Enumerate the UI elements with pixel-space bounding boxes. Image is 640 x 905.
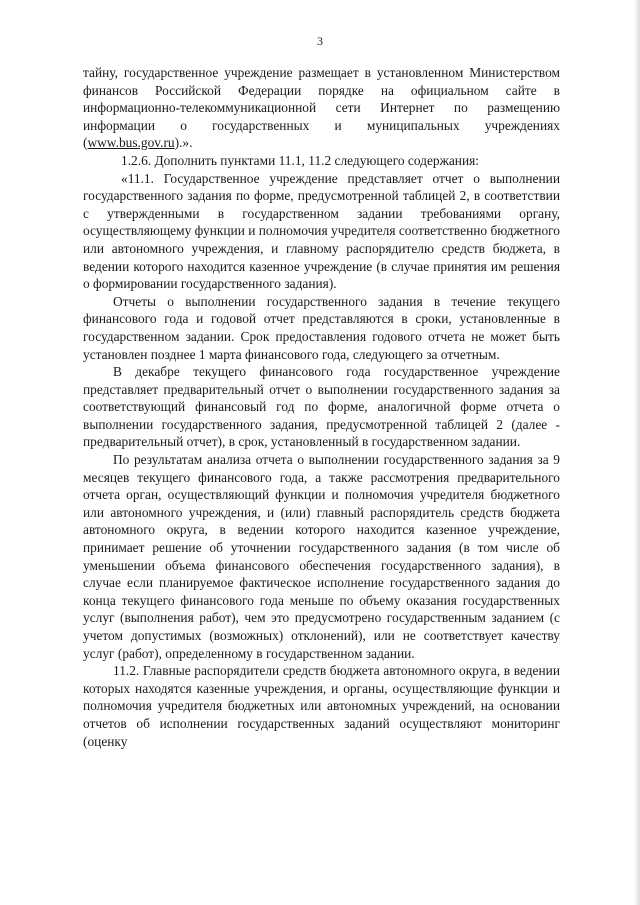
paragraph-amendment-intro: 1.2.6. Дополнить пунктами 11.1, 11.2 следующего содержания:: [121, 152, 480, 168]
paragraph-reporting-deadlines: Отчеты о выполнении государственного задания в течение текущего финансового года и годовой отчет представляются в сроки, установленные в государственном задании. Срок предоставления годового отчета не может быть установлен позднее 1 марта финансового года, следующего за отчетным.: [83, 293, 560, 362]
paragraph-continuation: [83, 64, 560, 152]
document-body: [83, 64, 560, 750]
paragraph-analysis-results: По результатам анализа отчета о выполнении государственного задания за 9 месяцев текущего финансового года, а также рассмотрения предварительного отчета орган, осуществляющий функции и полномочия учредителя бюджетного или автономного учреждения, и (или) главный распорядитель средств бюджета автономного округа, в ведении которого находится казенное учреждение, принимает решение об уточнении государственного задания (в том числе об уменьшении объема финансового обеспечения государственного задания), в случае если планируемое фактическое исполнение государственного задания до конца текущего финансового года меньше по объему оказания государственных услуг (выполнения работ), чем это предусмотрено государственным заданием (с учетом допустимых (возможных) отклонений), или не соответствует качеству услуг (работ), определенному в государственном задании.: [83, 452, 560, 661]
paragraph-text: ).».: [174, 135, 193, 151]
paragraph-text: тайну, государственное учреждение размещает в установленном Министерством финансов Российской Федерации порядке на официальном сайте в информационно-телекоммуникационной сети Интернет по размещению информации о государственных и муниципальных учреждениях (: [83, 65, 560, 151]
paragraph-11-2: 11.2. Главные распорядители средств бюджета автономного округа, в ведении которых находятся казенные учреждения, и органы, осуществляющие функции и полномочия учредителя бюджетных или автономных учреждений, на основании отчетов об исполнении государственных заданий осуществляют мониторинг (оценку: [83, 663, 560, 749]
bus-gov-link[interactable]: www.bus.gov.ru: [87, 135, 175, 151]
page-number: 3: [317, 34, 323, 48]
paragraph-preliminary-report: В декабре текущего финансового года государственное учреждение представляет предварительный отчет о выполнении государственного задания за соответствующий финансовый год по форме, аналогичной форме отчета о выполнении государственного задания, предусмотренной таблицей 2 (далее - предварительный отчет), в срок, установленный в государственном задании.: [83, 364, 560, 450]
paragraph-11-1: «11.1. Государственное учреждение представляет отчет о выполнении государственного задания по форме, предусмотренной таблицей 2, в соответствии с утвержденными в государственном задании требованиями органу, осуществляющему функции и полномочия учредителя соответственно бюджетного или автономного учреждения, и главному распорядителю средств бюджета, в ведении которого находится казенное учреждение (в случае принятия им решения о формировании государственного задания).: [83, 170, 560, 292]
page-edge: [634, 0, 640, 905]
